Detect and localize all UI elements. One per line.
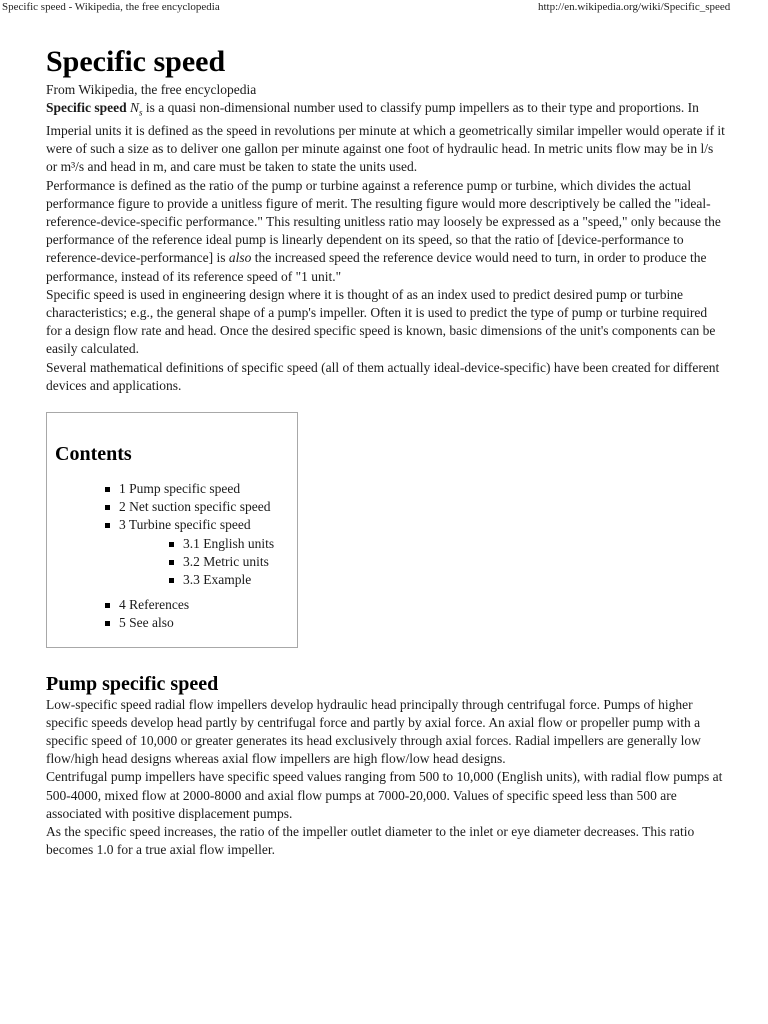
bullet-icon: [169, 578, 174, 583]
toc-item-label: 2 Net suction specific speed: [119, 499, 271, 515]
print-header: [0, 0, 768, 16]
toc-item-references[interactable]: [47, 596, 297, 614]
toc-item-label: 3.1 English units: [183, 535, 275, 551]
ns-symbol: [130, 100, 143, 118]
bullet-icon: [105, 621, 110, 626]
toc-list: [47, 480, 297, 633]
section-heading-pump-specific-speed: Pump specific speed: [46, 672, 219, 695]
toc-item-metric-units[interactable]: [47, 553, 297, 571]
page-url: http://en.wikipedia.org/wiki/Specific_speed: [538, 1, 731, 13]
ns-symbol-subscript: s: [139, 107, 143, 118]
toc-item-english-units[interactable]: [47, 535, 297, 553]
bullet-icon: [105, 505, 110, 510]
section-paragraph-1: Low-specific speed radial flow impellers develop hydraulic head principally through centrifugal force. Pumps of higher specific speeds develop head partly by centrifugal force and partly by axial force. An axial flow or propeller pump with a specific speed of 10,000 or greater generates its head exclusively through axial forces. Radial impellers are generally low flow/high head designs whereas axial flow impellers are high flow/low head designs.: [46, 696, 701, 767]
toc-item-pump-specific-speed[interactable]: [47, 480, 297, 498]
intro-paragraph-3: Specific speed is used in engineering design where it is thought of as an index used to predict desired pump or turbine characteristics; e.g., the general shape of a pump's impeller. Often it is used to predict the type of pump or turbine required for a design flow rate and head. Once the desired specific speed is known, basic dimensions of the unit's components can be easily calculated.: [46, 286, 716, 357]
bullet-icon: [105, 487, 110, 492]
toc-item-label: 4 References: [119, 597, 190, 613]
section-paragraph-2: Centrifugal pump impellers have specific speed values ranging from 500 to 10,000 (English units), with radial flow pumps at 500-4000, mixed flow at 2000-8000 and axial flow pumps at 7000-20,000. Values of specific speed less than 500 are associated with positive displacement pumps.: [46, 769, 723, 821]
toc-item-turbine-specific-speed[interactable]: [47, 516, 297, 534]
bullet-icon: [169, 560, 174, 565]
bold-term: Specific speed: [46, 100, 127, 115]
toc-item-label: 3.2 Metric units: [183, 553, 269, 569]
toc-item-example[interactable]: [47, 571, 297, 589]
page-title: Specific speed: [46, 45, 226, 78]
intro-paragraph-1-text: is a quasi non-dimensional number used to classify pump impellers as to their type and proportions. In Imperial units it is defined as the speed in revolutions per minute at which a geometrically similar impeller would operate if it were of such a size as to deliver one gallon per minute against one foot of hydraulic head. In metric units flow may be in l/s or m³/s and head in m, and care must be taken to state the units used.: [46, 100, 725, 175]
intro-paragraph-2-text-a: Performance is defined as the ratio of the pump or turbine against a reference pump or turbine, which divides the actual performance figure to provide a unitless figure of merit. The resulting figure would more descriptively be called the "ideal-reference-device-specific performance." This resulting unitless ratio may loosely be expressed as a "speed," only because the performance of the reference ideal pump is linearly dependent on its speed, so that the ratio of [device-performance to reference-device-performance] is: [46, 177, 721, 266]
document-title: Specific speed - Wikipedia, the free encyclopedia: [2, 1, 220, 13]
bullet-icon: [105, 523, 110, 528]
section-paragraph-3: As the specific speed increases, the ratio of the impeller outlet diameter to the inlet or eye diameter decreases. This ratio becomes 1.0 for a true axial flow impeller.: [46, 823, 695, 858]
bullet-icon: [169, 542, 174, 547]
toc-item-label: 3 Turbine specific speed: [119, 517, 251, 533]
toc-title: Contents: [55, 442, 132, 465]
toc-item-label: 1 Pump specific speed: [119, 480, 241, 496]
intro-paragraph-2-text-b: the increased speed the reference device would need to turn, in order to produce the performance, instead of its reference speed of "1 unit.": [46, 250, 707, 284]
intro-paragraph-2: [46, 177, 726, 286]
bullet-icon: [105, 603, 110, 608]
toc-item-label: 3.3 Example: [183, 571, 252, 587]
toc-item-net-suction-specific-speed[interactable]: [47, 498, 297, 516]
site-subtitle: From Wikipedia, the free encyclopedia: [46, 82, 257, 97]
toc-item-label: 5 See also: [119, 615, 174, 631]
toc-item-see-also[interactable]: [47, 614, 297, 632]
intro-paragraph-1: [46, 99, 726, 177]
toc-spacer: [47, 589, 297, 596]
emphasis-also: also: [228, 250, 252, 266]
ns-symbol-letter: N: [130, 100, 140, 115]
article-content: [46, 44, 726, 859]
intro-paragraph-4: Several mathematical definitions of specific speed (all of them actually ideal-device-specific) have been created for different devices and applications.: [46, 359, 720, 393]
table-of-contents: [46, 412, 298, 648]
